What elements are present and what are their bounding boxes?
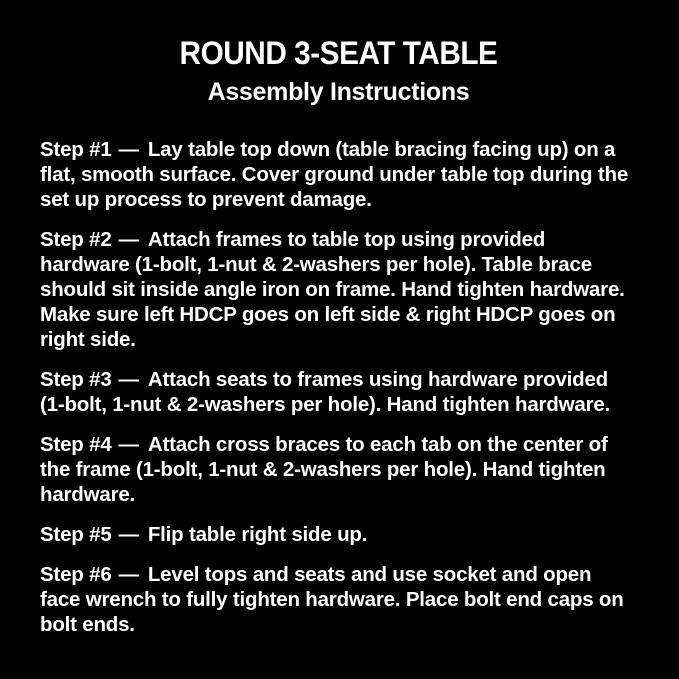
step-dash: — [118, 523, 139, 547]
step-dash: — [118, 228, 139, 252]
step-item [40, 367, 637, 417]
step-dash: — [118, 563, 139, 587]
step-item [40, 522, 637, 547]
step-dash: — [118, 138, 139, 162]
step-label: Step #3 [40, 368, 112, 392]
step-label: Step #5 [40, 523, 112, 547]
step-text: Attach frames to table top using provided hardware (1-bolt, 1-nut & 2-washers per hole). Table brace should sit inside angle iron on frame. Hand tighten hardware. Make sure left HDCP goes on left side & right HDCP goes on right side. [40, 228, 625, 352]
step-item [40, 562, 637, 637]
step-text: Lay table top down (table bracing facing up) on a flat, smooth surface. Cover ground under table top during the set up process to prevent damage. [40, 138, 629, 212]
step-item [40, 227, 637, 352]
page-title: ROUND 3-SEAT TABLE [179, 35, 498, 71]
step-label: Step #6 [40, 563, 112, 587]
step-label: Step #1 [40, 138, 112, 162]
page-subtitle: Assembly Instructions [207, 77, 470, 106]
step-text: Attach seats to frames using hardware provided (1-bolt, 1-nut & 2-washers per hole). Hand tighten hardware. [40, 368, 611, 417]
step-item [40, 432, 637, 507]
step-dash: — [118, 433, 139, 457]
step-item [40, 137, 637, 212]
step-dash: — [118, 368, 139, 392]
step-text: Flip table right side up. [147, 523, 368, 547]
step-text: Level tops and seats and use socket and open face wrench to fully tighten hardware. Place bolt end caps on bolt ends. [40, 563, 624, 637]
step-label: Step #2 [40, 228, 112, 252]
instruction-list [40, 137, 637, 637]
step-label: Step #4 [40, 433, 112, 457]
step-text: Attach cross braces to each tab on the center of the frame (1-bolt, 1-nut & 2-washers per hole). Hand tighten hardware. [40, 433, 608, 507]
poster-header [40, 36, 637, 106]
